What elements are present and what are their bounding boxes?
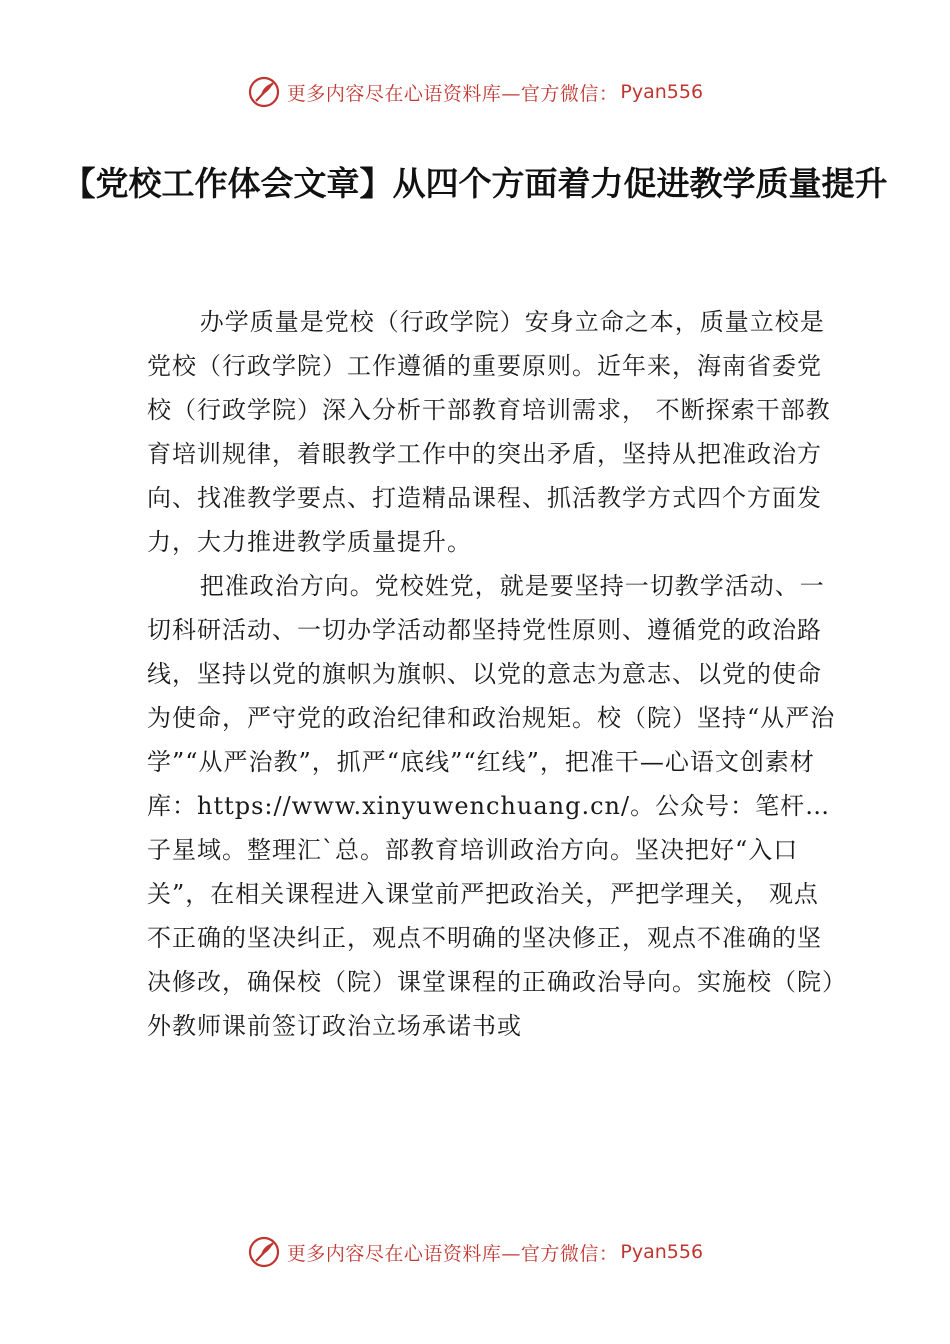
banner-text: 更多内容尽在心语资料库—官方微信： [286,1242,619,1265]
banner-text: 更多内容尽在心语资料库—官方微信： [286,82,619,105]
header-watermark-banner [0,70,950,114]
quill-logo-icon [247,75,281,109]
wechat-id: Pyan556 [620,81,704,103]
quill-logo-icon [247,1235,281,1269]
document-title: 【党校工作体会文章】从四个方面着力促进教学质量提升 [62,164,888,203]
footer-watermark-banner [0,1230,950,1274]
wechat-id: Pyan556 [620,1241,704,1263]
document-body [147,300,837,1048]
paragraph-1: 办学质量是党校（行政学院）安身立命之本，质量立校是党校（行政学院）工作遵循的重要原则。近年来，海南省委党校（行政学院）深入分析干部教育培训需求， 不断探索干部教育培训规律，着眼教学工作中的突出矛盾，坚持从把准政治方向、找准教学要点、打造精品课程、抓活教学方式四个方面发力，大力推进教学质量提升。 [147,308,831,556]
paragraph-2: 把准政治方向。党校姓党，就是要坚持一切教学活动、一切科研活动、一切办学活动都坚持党性原则、遵循党的政治路线，坚持以党的旗帜为旗帜、以党的意志为意志、以党的使命为使命，严守党的政治纪律和政治规矩。校（院）坚持“从严治学”“从严治教”，抓严“底线”“红线”，把准干—心语文创素材库：https://www.xinyuwenchuang.cn/。公众号：笔杆…子星域。整理汇`总。部教育培训政治方向。坚决把好“入口关”，在相关课程进入课堂前严把政治关，严把学理关， 观点不正确的坚决纠正，观点不明确的坚决修正，观点不准确的坚决修改，确保校（院）课堂课程的正确政治导向。实施校（院）外教师课前签订政治立场承诺书或 [147,572,836,1040]
